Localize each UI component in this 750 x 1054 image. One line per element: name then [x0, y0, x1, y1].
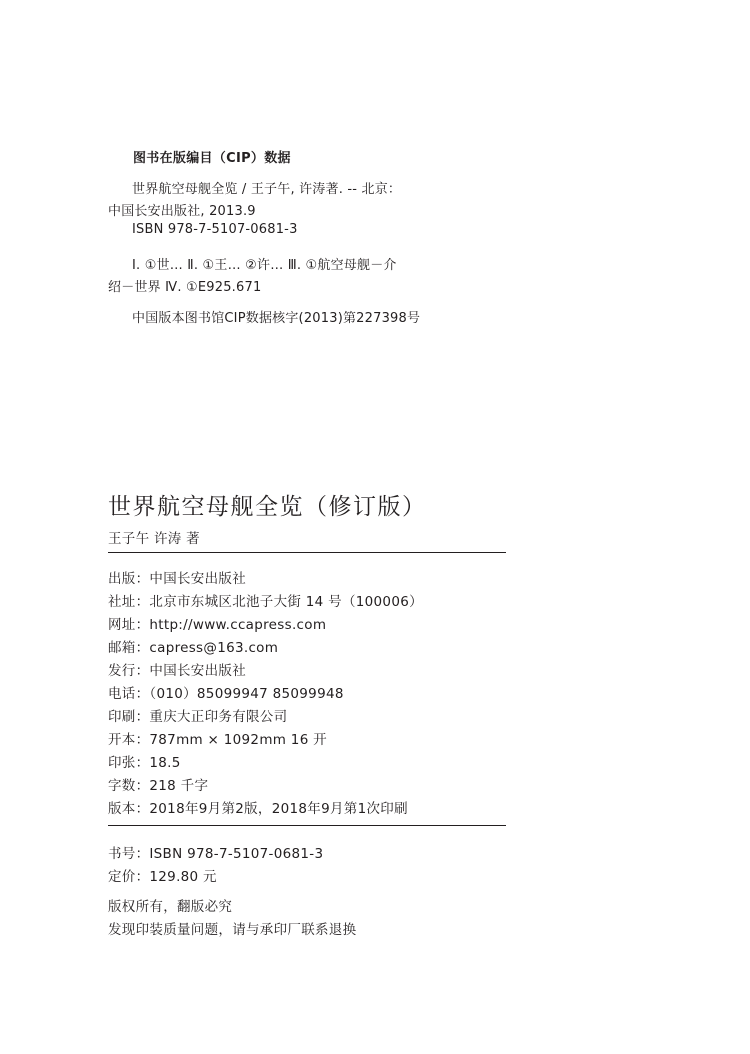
- quality-notice: 发现印装质量问题，请与承印厂联系退换: [108, 922, 357, 938]
- publisher-line: 出版：中国长安出版社: [108, 571, 246, 587]
- word-count-line: 字数：218 千字: [108, 778, 209, 794]
- cip-entry-line: 中国长安出版社, 2013.9: [108, 204, 256, 219]
- website-line: 网址：http://www.ccapress.com: [108, 617, 327, 633]
- copyright-notice: 版权所有，翻版必究: [108, 899, 233, 915]
- divider: [108, 825, 506, 826]
- edition-line: 版本：2018年9月第2版，2018年9月第1次印刷: [108, 801, 408, 817]
- cip-entry-line: 世界航空母舰全览 / 王子午, 许涛著. -- 北京：: [132, 182, 402, 197]
- book-title: 世界航空母舰全览（修订版）: [108, 494, 427, 520]
- distributor-line: 发行：中国长安出版社: [108, 663, 246, 679]
- isbn-line: 书号：ISBN 978-7-5107-0681-3: [108, 846, 324, 862]
- email-line: 邮箱：capress@163.com: [108, 640, 279, 656]
- divider: [108, 552, 506, 553]
- cip-heading: 图书在版编目（CIP）数据: [133, 151, 291, 166]
- phone-line: 电话：（010）85099947 85099948: [108, 686, 344, 702]
- cip-subject-line: 绍－世界 Ⅳ. ①E925.671: [108, 280, 262, 295]
- book-authors: 王子午 许涛 著: [108, 531, 200, 547]
- cip-subject-line: Ⅰ. ①世… Ⅱ. ①王… ②许… Ⅲ. ①航空母舰－介: [132, 258, 397, 273]
- cip-record-number: 中国版本图书馆CIP数据核字(2013)第227398号: [132, 311, 421, 326]
- price-line: 定价：129.80 元: [108, 869, 217, 885]
- address-line: 社址：北京市东城区北池子大街 14 号（100006）: [108, 594, 423, 610]
- sheets-line: 印张：18.5: [108, 755, 181, 771]
- printer-line: 印刷：重庆大正印务有限公司: [108, 709, 288, 725]
- format-line: 开本：787mm × 1092mm 16 开: [108, 732, 327, 748]
- cip-isbn-line: ISBN 978-7-5107-0681-3: [132, 222, 298, 237]
